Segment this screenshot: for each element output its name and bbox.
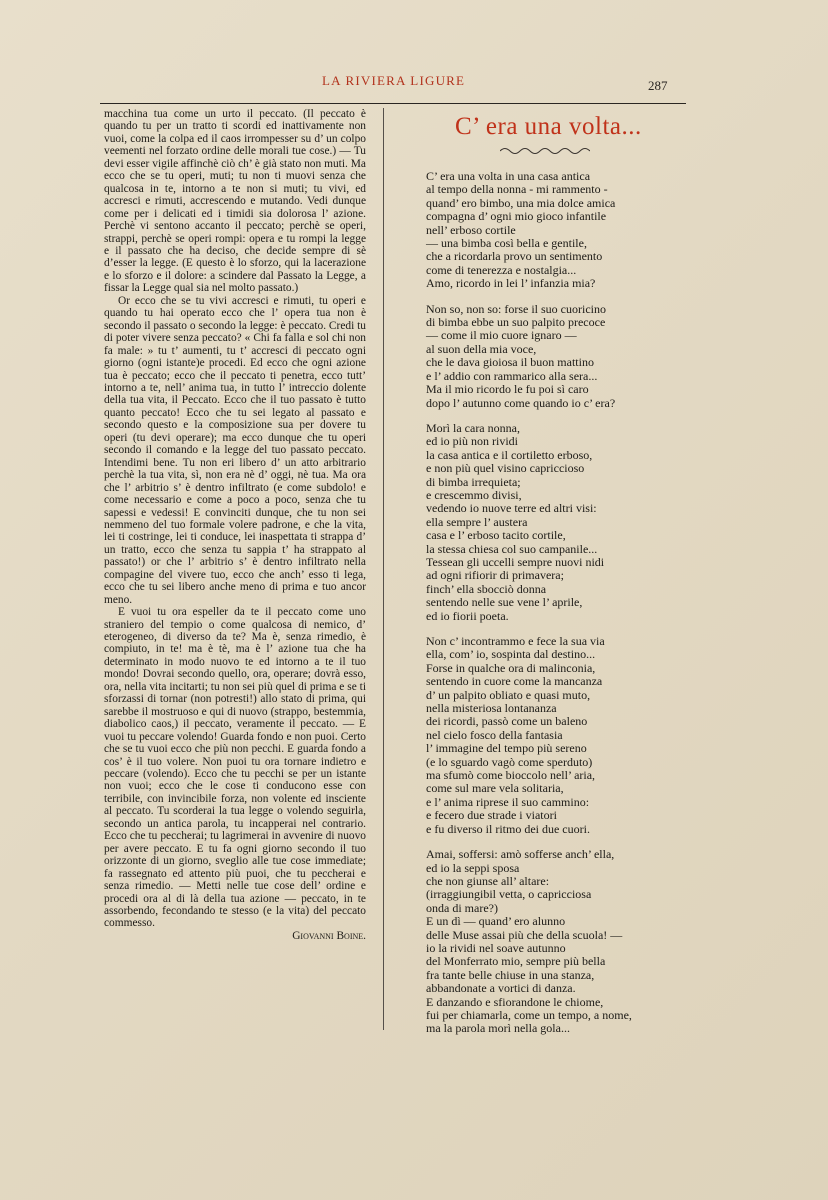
header-rule [100, 103, 686, 104]
poem-line: — una bimba così bella e gentile, [426, 236, 587, 251]
poem-line: ma sfumò come bioccolo nell’ aria, [426, 768, 596, 783]
poem-line: sentendo in cuore come la mancanza [426, 674, 603, 689]
poem-line: ella sempre l’ austera [426, 514, 528, 529]
poem-line: del Monferrato mio, sempre più bella [426, 954, 606, 969]
poem-line: (irraggiungibil vetta, o capricciosa [426, 887, 592, 902]
running-header: LA RIVIERA LIGURE [322, 73, 466, 88]
poem-line: che non giunse all’ altare: [426, 873, 550, 888]
poem-column [426, 170, 691, 1048]
poem-line: come sul mare vela solitaria, [426, 781, 564, 796]
poem-line: nel cielo fosco della fantasia [426, 727, 563, 742]
poem-line: sentendo nelle sue vene l’ aprile, [426, 595, 583, 610]
poem-stanza [426, 170, 691, 291]
poem-line: Morì la cara nonna, [426, 420, 520, 435]
poem-line: casa e l’ erboso tacito cortile, [426, 528, 566, 543]
poem-line: e fecero due strade i viatori [426, 808, 557, 823]
poem-line: di bimba irrequieta; [426, 474, 521, 489]
poem-line: Non so, non so: forse il suo cuoricino [426, 301, 606, 316]
poem-line: nell’ erboso cortile [426, 222, 516, 237]
poem-line: abbandonate a vortici di danza. [426, 981, 576, 996]
poem-line: Forse in qualche ora di malinconia, [426, 660, 596, 675]
prose-column [104, 108, 366, 942]
prose-paragraph: E vuoi tu ora espeller da te il peccato come uno straniero del tempio o come qualcosa di nemico, d’ eterogeneo, di diverso da te? Ma è, senza rimedio, è compiuto, in te! ma è tè, ma è l’ azione tua che ha determinato in modo nuovo te ed intorno a te il tuo mondo! Dovrai secondo quello, ora, operare; dovrà esso, ora, nella vita incitarti; tu non sei più quel di prima e se ti sforzassi di tornar (non potresti!) allo stato di prima, qui sarebbe il mostruoso e qui di nuovo (strappo, bestemmia, diabolico caos,) il peccato, veramente il peccato. — E vuoi tu peccare volendo! Guarda fondo e non puoi. Certo che se tu vuoi ecco che più non pecchi. E guarda fondo a cos’ è il tuo volere. Non puoi tu ora tornare indietro e peccare (volendo). Ecco che tu pecchi se per un istante non vuoi; ecco che le cose ti conducono esse con terribile, con invincibile forza, non volente ed insciente al peccato. Tu scorderai la tua legge o volendo seguirla, secondo un antica parola, tu incapperai nel contrario. Ecco che tu peccherai; tu lagrimerai in avvenire di nuovo per avere peccato. E tu fa ogni giorno secondo il tuo orizzonte di un giorno, sveglio alle tue cose immediate; fa rassegnato ed attento più puoi, che tu peccherai e senza rimedio. — Metti nelle tue cose dell’ ordine e procedi ora al di là della tua azione — peccato, in te assorbendo, fecondando te stesso (e la vita) del peccato commesso. [104, 606, 366, 930]
poem-line: ma la parola morì nella gola... [426, 1021, 570, 1036]
wave-ornament [500, 146, 590, 156]
poem-line: e l’ anima riprese il suo cammino: [426, 794, 590, 809]
poem-line: la stessa chiesa col suo campanile... [426, 541, 598, 556]
poem-line: quand’ ero bimbo, una mia dolce amica [426, 195, 616, 210]
page-number: 287 [648, 78, 668, 93]
poem-line: nella misteriosa lontananza [426, 701, 557, 716]
poem-line: Tessean gli uccelli sempre nuovi nidi [426, 554, 605, 569]
prose-paragraph: macchina tua come un urto il peccato. (Il peccato è quando tu per un tratto ti scordi ed inattivamente non vuoi, come la colpa ed il caos irrompesser su d’ un colpo veementi nel forzato ordine delle morali tue cose.) — Tu devi esser vigile affinchè ciò ch’ è già stato non muti. Ma ecco che se tu operi, muti; tu non ti muovi senza che qualcosa in te, intorno a te non si muti; tu vivi, ed accresci e rimuti, accrescendo e mutando. Vedi dunque come per i delicati ed i timidi sia dolorosa l’ azione. Perchè vi sentono accanto il peccato; perchè se operi, strappi, perchè se operi rompi: opera e tu rompi la legge e il passato che ha deciso, che decide sempre di sè d’esser la legge. (E questo è lo sforzo, qui la lacerazione e lo sforzo e il dolore: a scindere dal Passato la Legge, a fissar la Legge qual sia nel molto passato.) [104, 108, 366, 295]
poem-line: fra tante belle chiuse in una stanza, [426, 967, 595, 982]
poem-line: C’ era una volta in una casa antica [426, 169, 591, 183]
poem-line: compagna d’ ogni mio gioco infantile [426, 209, 607, 224]
poem-line: che le dava gioiosa il buon mattino [426, 355, 594, 370]
poem-line: d’ un palpito obliato e quasi muto, [426, 687, 591, 702]
poem-line: Non c’ incontrammo e fece la sua via [426, 634, 605, 648]
poem-line: io la rividi nel soave autunno [426, 940, 566, 955]
poem-line: ed io la seppi sposa [426, 860, 520, 875]
poem-line: al tempo della nonna - mi rammento - [426, 182, 608, 197]
poem-line: come di tenerezza e nostalgia... [426, 262, 577, 277]
poem-title: C’ era una volta... [455, 113, 642, 140]
poem-line: l’ immagine del tempo più sereno [426, 741, 587, 756]
poem-stanza [426, 848, 691, 1036]
poem-line: finch’ ella sbocciò donna [426, 581, 547, 596]
poem-line: E danzando e sfiorandone le chiome, [426, 994, 604, 1009]
poem-stanza [426, 635, 691, 836]
poem-line: ad ogni rifiorir di primavera; [426, 568, 564, 583]
poem-line: ed io fiorii poeta. [426, 608, 509, 623]
poem-line: delle Muse assai più che della scuola! — [426, 927, 623, 942]
poem-line: — come il mio cuore ignaro — [426, 328, 577, 343]
poem-line: vedendo io nuove terre ed altri visi: [426, 501, 597, 516]
poem-line: la casa antica e il cortiletto erboso, [426, 447, 593, 462]
poem-line: e fu diverso il ritmo dei due cuori. [426, 821, 590, 836]
poem-line: (e lo sguardo vagò come sperduto) [426, 754, 593, 769]
poem-line: che a ricordarla provo un sentimento [426, 249, 603, 264]
poem-line: Ma il mio ricordo le fu poi sì caro [426, 382, 589, 397]
poem-line: E un dì — quand’ ero alunno [426, 914, 566, 929]
poem-stanza [426, 303, 691, 410]
poem-stanza [426, 422, 691, 623]
prose-paragraph: Or ecco che se tu vivi accresci e rimuti, tu operi e quando tu hai operato ecco che l’ opera tua non è secondo il passato o secondo la legge: è peccato. Credi tu di poter vivere senza peccato? « Chi fa falla e sol chi non fa male: » tu t’ aumenti, tu t’ accresci di peccato ogni giorno (ogni istante)e procedi. Ed ecco che ogni azione tua è peccato; ecco che il peccato ti penetra, ecco tutt’ intorno a te, nell’ anima tua, in tutto l’ intreccio dolente della tua vita, il Peccato. Ecco che il tuo passato è tutto quanto peccato! Ecco che tu sei legato al passato e secondo questo e la composizione sua per dovere tu operi (tu devi operare); ma ecco dunque che tu operi secondo il comando e la legge del tuo passato peccato. Intendimi bene. Tu non eri libero d’ un atto arbitrario perchè la tua vita, sì, non era nè d’ oggi, nè tua. Ma ora che l’ arbitrio s’ è dentro infiltrato (e come subdolo! e come necessario e come a poco a poco, senza che tu sapessi e vedessi! E convinciti dunque, che tu non sei nemmeno del tuo formale volere padrone, e che la vita, lei ti costringe, lei ti conduce, lei inaspettata ti strappa d’ un tratto, ecco che senza tu sappia t’ ha strappato al passato!) or che l’ arbitrio s’ è dentro infiltrato nella compagine del vivere tuo, ecco che anch’ esso ti lega, ecco che tu sei libero anche meno di prima e tuo ancor meno. [104, 294, 366, 606]
poem-line: onda di mare?) [426, 900, 498, 915]
poem-line: Amai, soffersi: amò sofferse anch’ ella, [426, 847, 615, 862]
poem-line: e non più quel visino capriccioso [426, 461, 585, 476]
author-signature: Giovanni Boine. [292, 929, 366, 942]
poem-line: al suon della mia voce, [426, 341, 537, 356]
poem-line: e crescemmo divisi, [426, 487, 522, 502]
poem-line: e l’ addio con rammarico alla sera... [426, 368, 598, 383]
poem-line: dopo l’ autunno come quando io c’ era? [426, 395, 616, 410]
poem-line: Amo, ricordo in lei l’ infanzia mia? [426, 276, 596, 291]
column-divider [383, 108, 384, 1030]
poem-line: fui per chiamarla, come un tempo, a nome, [426, 1007, 632, 1022]
poem-line: dei ricordi, passò come un baleno [426, 714, 588, 729]
poem-line: ella, com’ io, sospinta dal destino... [426, 647, 596, 662]
poem-line: ed io più non rividi [426, 434, 518, 449]
poem-line: di bimba ebbe un suo palpito precoce [426, 315, 606, 330]
